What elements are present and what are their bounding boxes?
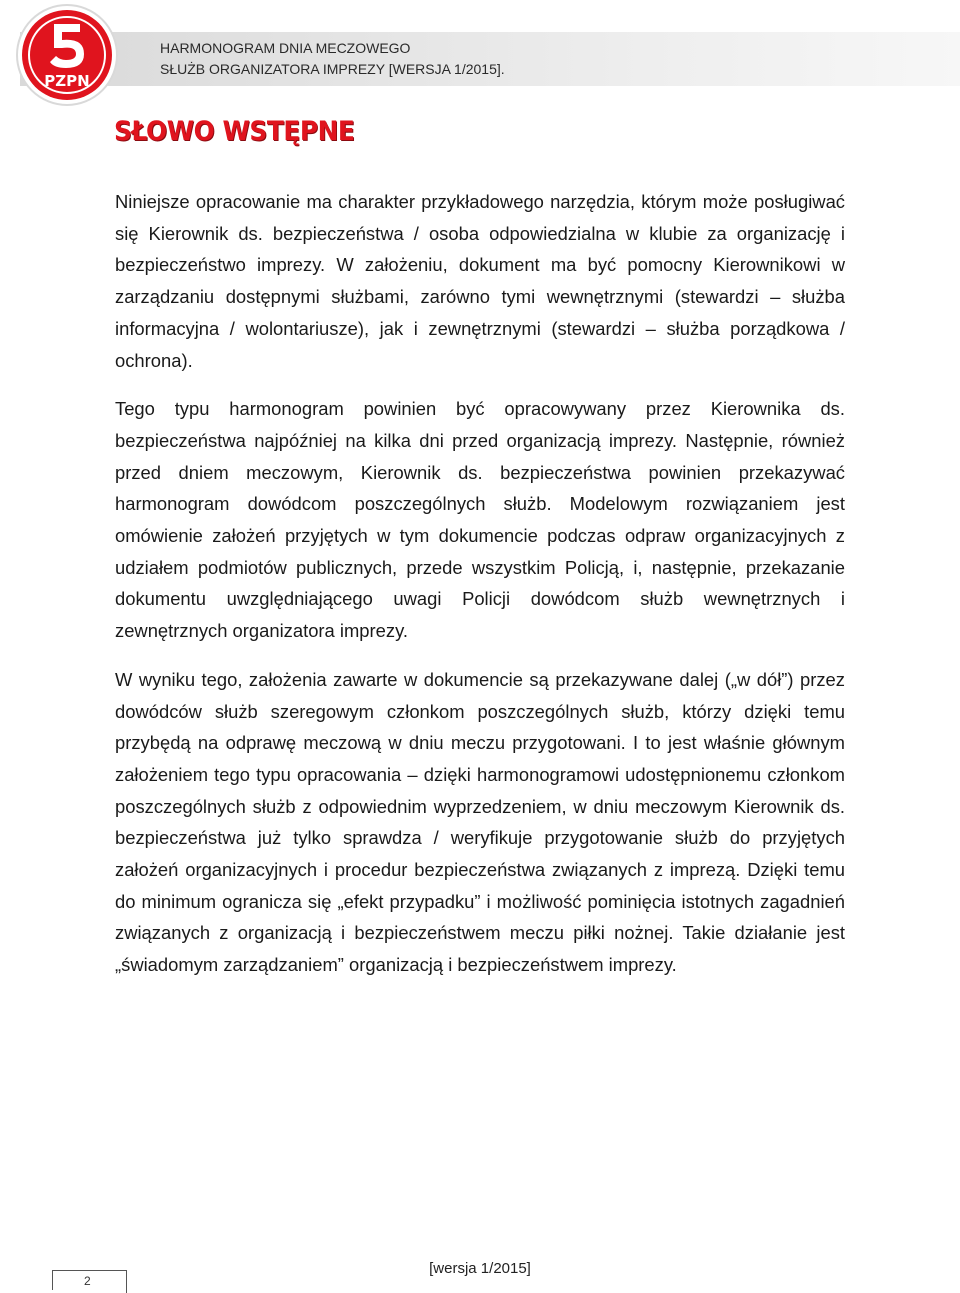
paragraph-1: Niniejsze opracowanie ma charakter przykładowego narzędzia, którym może posługiwać się Kierownik ds. bezpieczeństwa / osoba odpowiedzialna w klubie za organizację i bezpieczeństwo imprezy. W założeniu, dokument ma być pomocny Kierownikowi w zarządzaniu dostępnymi służbami, zarówno tymi wewnętrznymi (stewardzi – służba informacyjna / wolontariusze), jak i zewnętrznymi (stewardzi – służba porządkowa / ochrona). bbox=[115, 191, 845, 371]
pzpn-logo-icon bbox=[14, 2, 120, 108]
header-line-2: SŁUŻB ORGANIZATORA IMPREZY [WERSJA 1/2015]. bbox=[160, 61, 505, 77]
header-line-1: HARMONOGRAM DNIA MECZOWEGO bbox=[160, 40, 411, 56]
paragraph-2: Tego typu harmonogram powinien być opracowywany przez Kierownika ds. bezpieczeństwa najpóźniej na kilka dni przed organizacją imprezy. Następnie, również przed dniem meczowym, Kierownik ds. bezpieczeństwa powinien przekazywać harmonogram dowódcom poszczególnych służb. Modelowym rozwiązaniem jest omówienie założeń przyjętych w tym dokumencie podczas odpraw organizacyjnych z udziałem podmiotów publicznych, przede wszystkim Policją, i, następnie, przekazanie dokumentu uwzględniającego uwagi Policji dowódcom służb wewnętrznych i zewnętrznych organizatora imprezy. bbox=[115, 398, 845, 642]
page-number: 2 bbox=[84, 1274, 91, 1288]
document-header bbox=[160, 38, 505, 80]
logo-text: PZPN bbox=[44, 72, 90, 90]
section-title: SŁOWO WSTĘPNE bbox=[114, 116, 355, 147]
paragraph-3: W wyniku tego, założenia zawarte w dokumencie są przekazywane dalej („w dół”) przez dowódców służb szeregowym członkom poszczególnych służb, którzy dzięki temu przybędą na odprawę meczową w dniu meczu przygotowani. I to jest właśnie głównym założeniem tego typu opracowania – dzięki harmonogramowi udostępnionemu członkom poszczególnych służb z odpowiednim wyprzedzeniem, w dniu meczowym Kierownik ds. bezpieczeństwa już tylko sprawdza / weryfikuje przygotowanie służb do przyjętych założeń organizacyjnych i procedur bezpieczeństwa związanych z imprezą. Dzięki temu do minimum ogranicza się „efekt przypadku” i możliwość pominięcia istotnych zagadnień związanych z organizacją i bezpieczeństwem meczu piłki nożnej. Takie działanie jest „świadomym zarządzaniem” organizacją i bezpieczeństwem imprezy. bbox=[115, 668, 845, 976]
document-body bbox=[115, 186, 845, 998]
footer-version: [wersja 1/2015] bbox=[429, 1260, 531, 1277]
